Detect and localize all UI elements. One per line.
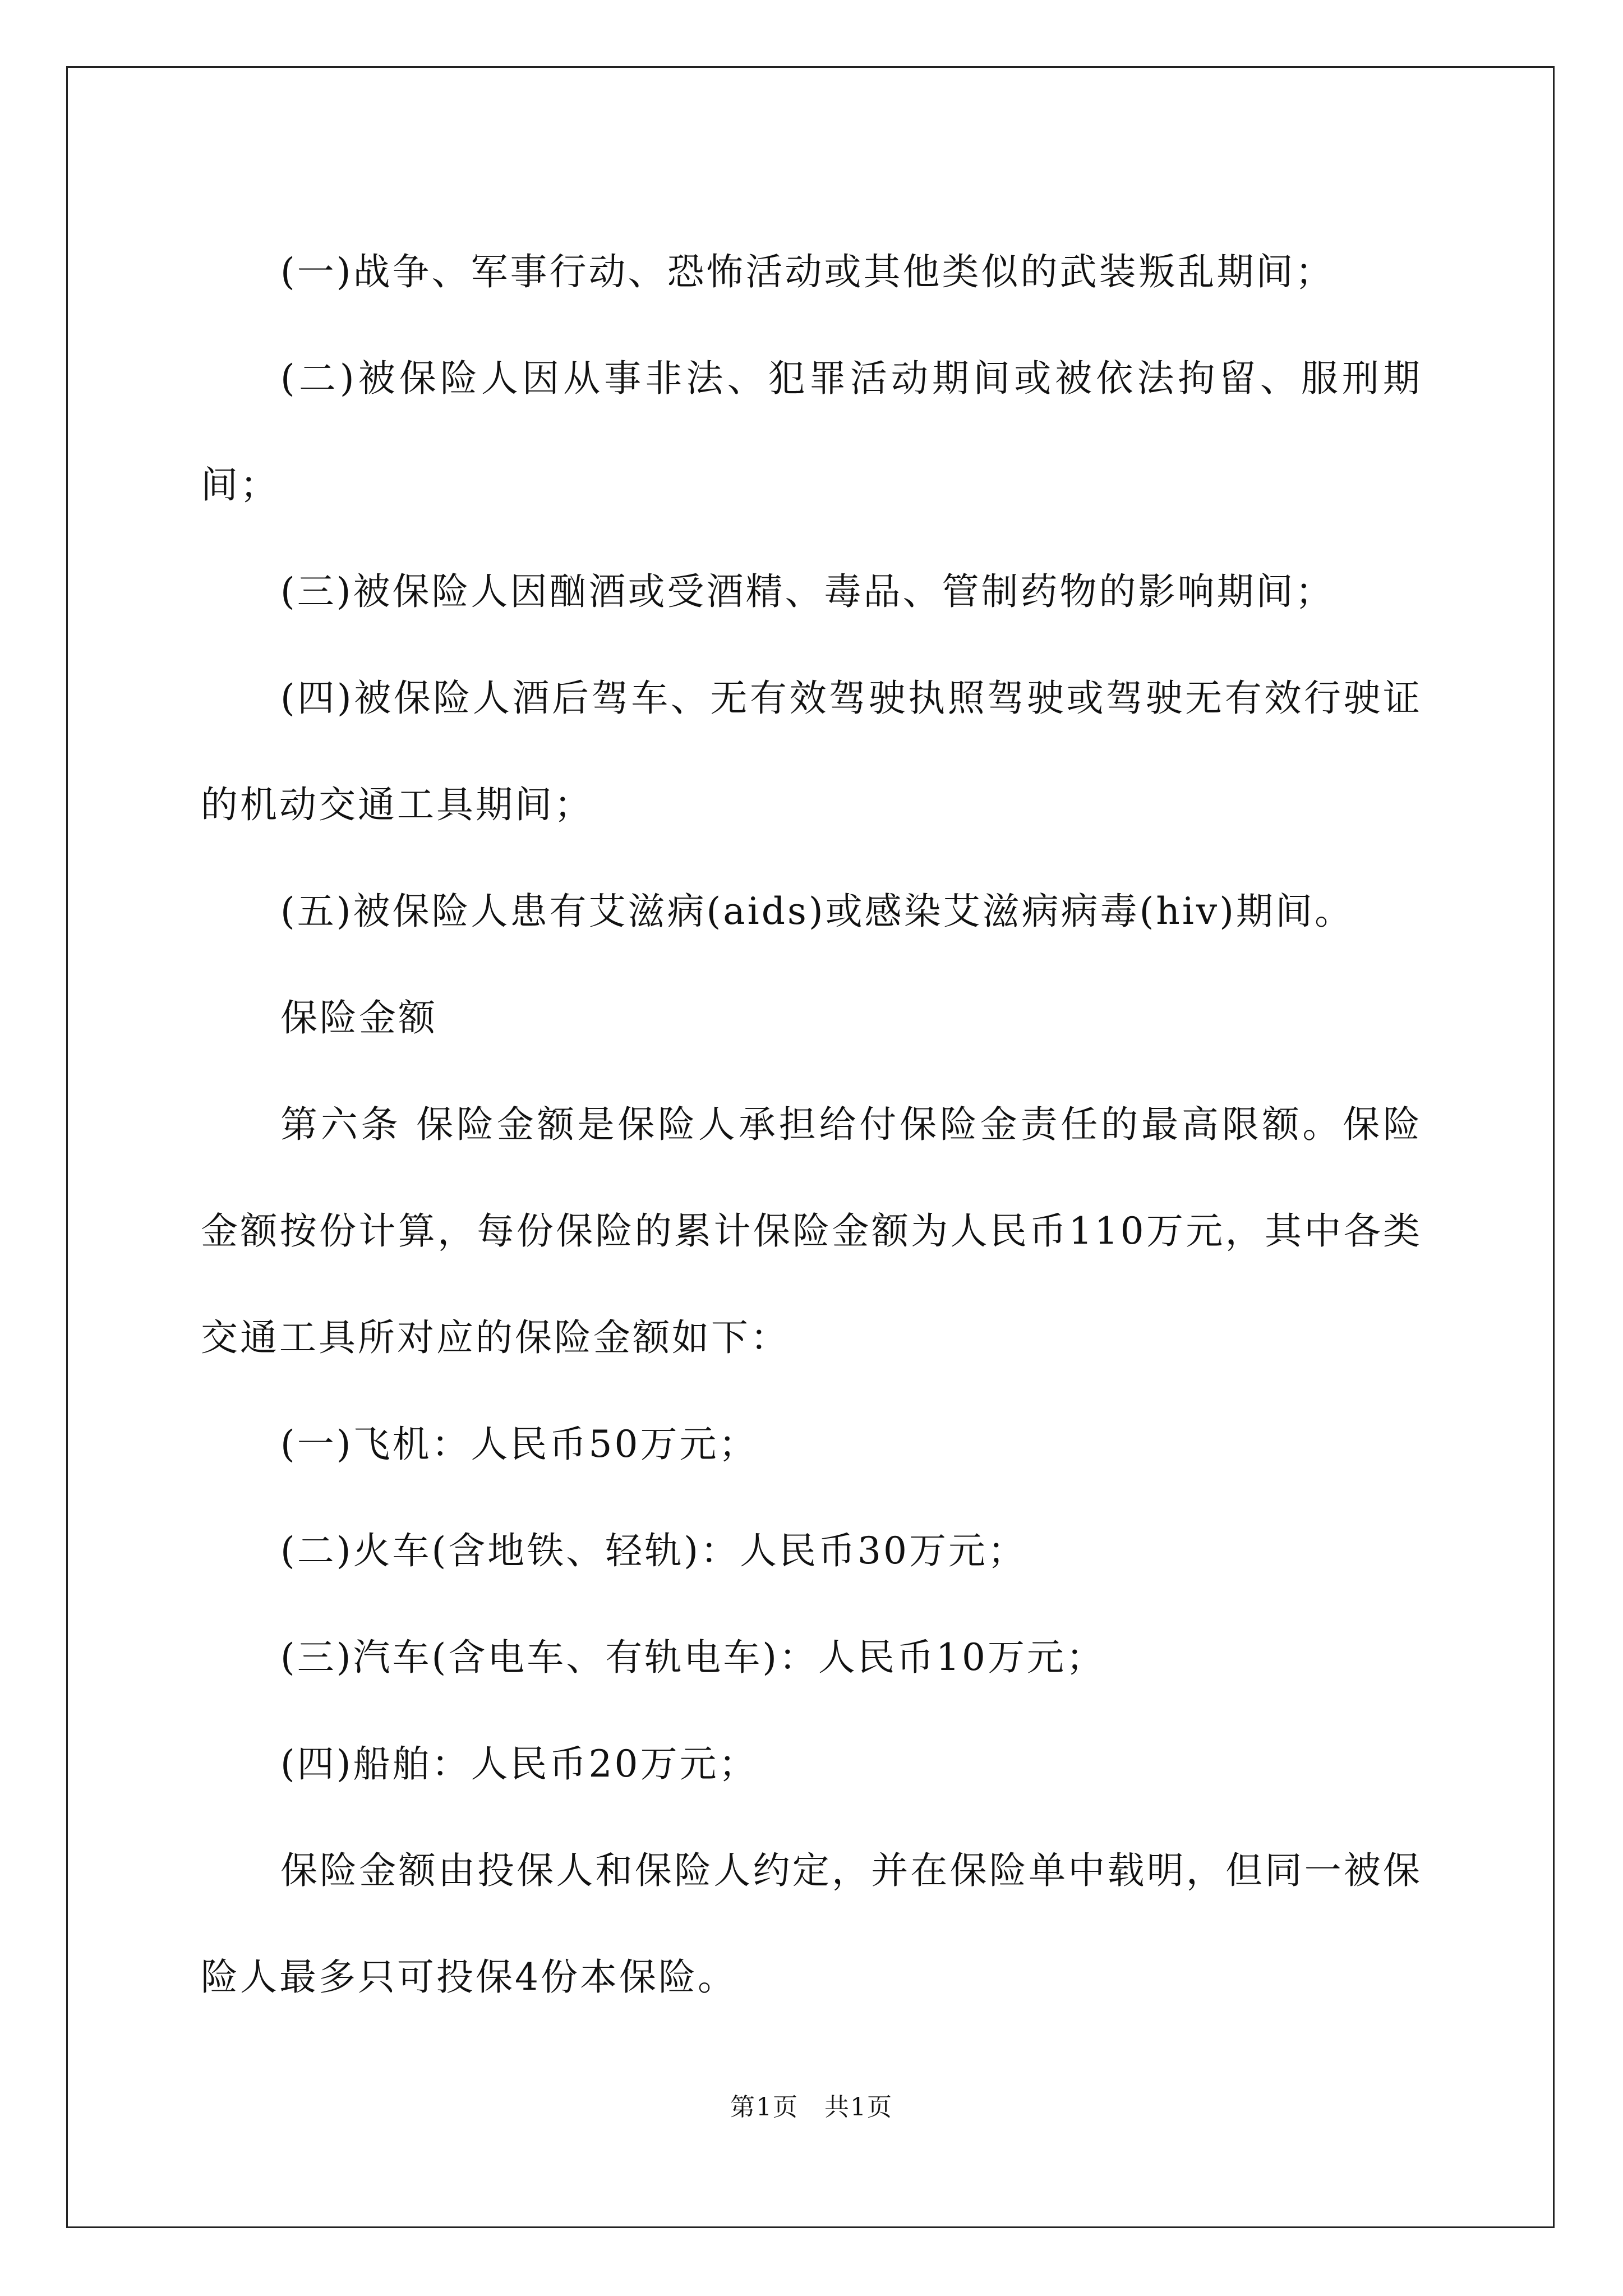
paragraph-exclusion-1: (一)战争、军事行动、恐怖活动或其他类似的武装叛乱期间； <box>280 250 1335 293</box>
paragraph-article-6: 第六条 保险金额是保险人承担给付保险金责任的最高限额。保险金额按份计算，每份保险的累计保险金额为人民币110万元，其中各类交通工具所对应的保险金额如下： <box>201 1103 1422 1359</box>
document-body <box>201 219 1422 2031</box>
paragraph-exclusion-2: (二)被保险人因从事非法、犯罪活动期间或被依法拘留、服刑期间； <box>201 357 1422 507</box>
paragraph-exclusion-4: (四)被保险人酒后驾车、无有效驾驶执照驾驶或驾驶无有效行驶证的机动交通工具期间； <box>201 677 1422 826</box>
paragraph-amount-car: (三)汽车(含电车、有轨电车)：人民币10万元； <box>280 1636 1105 1679</box>
paragraph-amount-train: (二)火车(含地铁、轻轨)：人民币30万元； <box>280 1529 1027 1572</box>
paragraph-amount-airplane: (一)飞机：人民币50万元； <box>280 1423 758 1466</box>
paragraph-exclusion-5: (五)被保险人患有艾滋病(aids)或感染艾滋病病毒(hiv)期间。 <box>280 890 1354 933</box>
paragraph-exclusion-3: (三)被保险人因酗酒或受酒精、毒品、管制药物的影响期间； <box>280 570 1335 613</box>
section-heading-insured-amount: 保险金额 <box>280 996 437 1039</box>
page-number-footer: 第1页 共1页 <box>730 2093 893 2122</box>
paragraph-amount-ship: (四)船舶：人民币20万元； <box>280 1742 758 1786</box>
paragraph-amount-agreement: 保险金额由投保人和保险人约定，并在保险单中载明，但同一被保险人最多只可投保4份本保险。 <box>201 1849 1422 1999</box>
